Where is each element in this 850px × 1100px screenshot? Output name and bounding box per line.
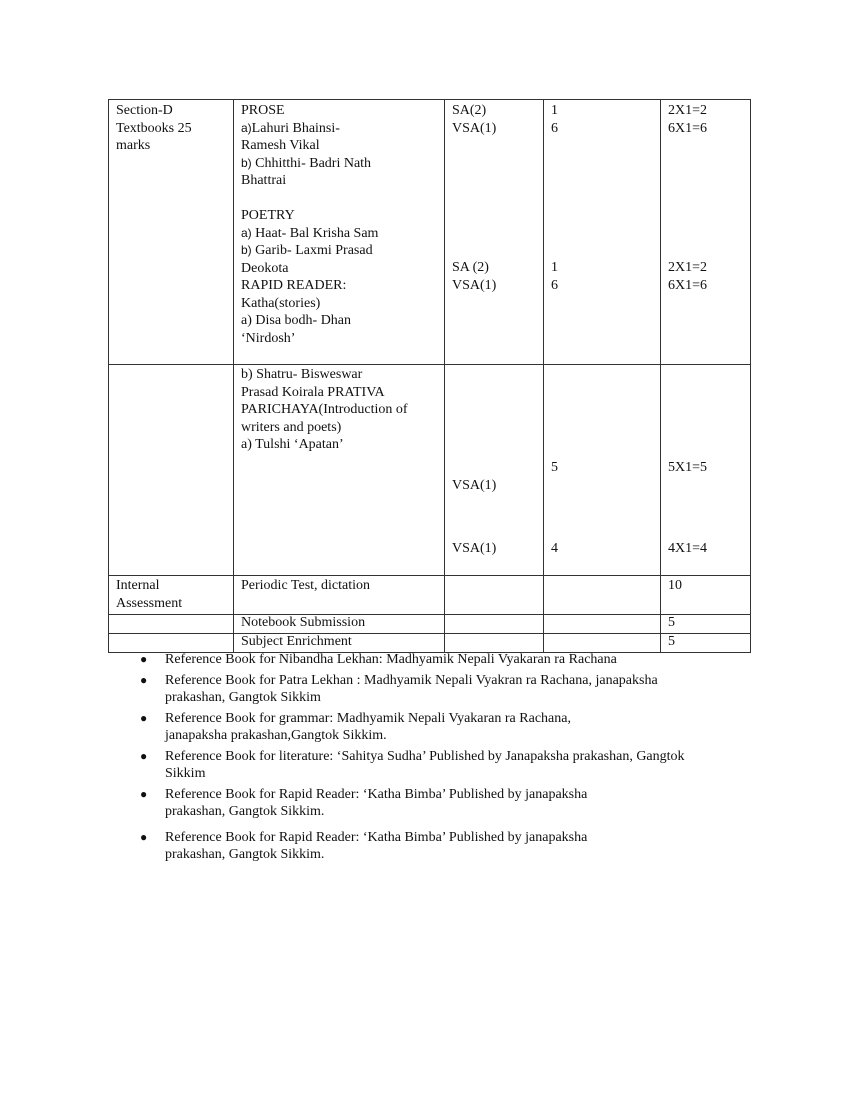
question-type-cell	[445, 615, 544, 634]
content-cell	[234, 365, 445, 576]
marks-value: 5X1=5	[668, 460, 708, 475]
content-line: b) Shatru- Bisweswar	[241, 367, 363, 382]
marks-value: 10	[668, 578, 682, 593]
list-item	[140, 710, 760, 745]
prose-item-a	[241, 120, 444, 138]
question-type: VSA(1)	[452, 277, 497, 293]
rapid-reader-line: a) Disa bodh- Dhan	[241, 313, 352, 328]
section-line: Assessment	[116, 595, 183, 611]
rapid-reader-line: ‘Nirdosh’	[241, 330, 296, 346]
question-type: VSA(1)	[452, 120, 497, 136]
reference-text: prakashan, Gangtok Sikkim	[165, 690, 321, 705]
prose-heading: PROSE	[241, 103, 285, 118]
spacer	[241, 190, 444, 208]
bullet-icon: ●	[140, 748, 148, 763]
content-line: Periodic Test, dictation	[241, 578, 371, 593]
reference-text: Reference Book for grammar: Madhyamik Nepali Vyakaran ra Rachana,	[165, 710, 571, 726]
bullet-icon: ●	[140, 652, 148, 666]
marks-value: 6X1=6	[668, 277, 708, 293]
count-cell	[544, 100, 661, 365]
marks-value: 5	[668, 615, 675, 630]
item-marker: a)	[241, 225, 252, 240]
spacer	[551, 477, 660, 540]
rapid-reader-line: RAPID READER:	[241, 278, 347, 293]
content-line: a) Tulshi ‘Apatan’	[241, 437, 344, 452]
question-type-cell	[445, 576, 544, 615]
list-item	[140, 786, 760, 821]
spacer	[668, 137, 750, 259]
section-cell	[109, 634, 234, 653]
item-text: Chhitthi- Badri Nath	[255, 155, 372, 171]
content-cell	[234, 615, 445, 634]
marks-cell	[661, 615, 751, 634]
question-count: 1	[551, 260, 558, 275]
spacer	[551, 365, 660, 459]
marks-cell	[661, 365, 751, 576]
marks-value: 5	[668, 634, 675, 649]
content-line: Notebook Submission	[241, 615, 366, 630]
section-cell	[109, 615, 234, 634]
reference-text: prakashan, Gangtok Sikkim.	[165, 847, 325, 862]
section-cell	[109, 100, 234, 365]
count-cell	[544, 576, 661, 615]
section-cell	[109, 576, 234, 615]
prose-item-b	[241, 155, 444, 173]
content-cell	[234, 100, 445, 365]
section-cell	[109, 365, 234, 576]
item-marker: a)	[241, 120, 252, 135]
count-cell	[544, 365, 661, 576]
spacer	[452, 365, 543, 477]
content-line: Subject Enrichment	[241, 634, 352, 649]
item-text: Lahuri Bhainsi-	[251, 120, 340, 136]
reference-text: Reference Book for Nibandha Lekhan: Madhyamik Nepali Vyakaran ra Rachana	[165, 652, 617, 667]
reference-text: Sikkim	[165, 766, 206, 781]
marks-value: 6X1=6	[668, 120, 708, 136]
poetry-heading: POETRY	[241, 208, 295, 223]
marks-value: 2X1=2	[668, 260, 708, 275]
table-row	[109, 615, 751, 634]
bullet-icon: ●	[140, 710, 148, 725]
count-cell	[544, 634, 661, 653]
bullet-icon: ●	[140, 786, 148, 801]
item-marker: b)	[241, 155, 252, 170]
list-item	[140, 672, 760, 707]
question-count: 6	[551, 277, 558, 293]
item-marker: b)	[241, 243, 252, 257]
section-line: Textbooks 25	[116, 120, 192, 136]
section-line: Section-D	[116, 103, 173, 118]
question-type-cell	[445, 365, 544, 576]
reference-text: Reference Book for Rapid Reader: ‘Katha Bimba’ Published by janapaksha	[165, 829, 588, 845]
reference-text: Reference Book for literature: ‘Sahitya Sudha’ Published by Janapaksha prakashan, Gangtok	[165, 748, 685, 764]
section-line: Internal	[116, 578, 160, 593]
question-count: 6	[551, 120, 558, 136]
reference-list	[140, 651, 760, 867]
content-cell	[234, 634, 445, 653]
section-line: marks	[116, 138, 151, 153]
question-type-cell	[445, 100, 544, 365]
table-row	[109, 100, 751, 365]
item-text: Haat- Bal Krisha Sam	[255, 225, 379, 241]
spacer	[551, 137, 660, 259]
marks-value: 4X1=4	[668, 540, 708, 556]
question-count: 5	[551, 460, 558, 475]
table-row	[109, 365, 751, 576]
list-item	[140, 829, 760, 864]
prose-item-a-cont: Ramesh Vikal	[241, 138, 320, 153]
marks-cell	[661, 634, 751, 653]
item-text: Garib- Laxmi Prasad	[255, 243, 373, 258]
poetry-item-b-cont: Deokota	[241, 260, 289, 276]
question-type: VSA(1)	[452, 540, 497, 556]
table-row	[109, 576, 751, 615]
marks-value: 2X1=2	[668, 103, 708, 118]
content-line: PARICHAYA(Introduction of	[241, 402, 408, 417]
content-line: Prasad Koirala PRATIVA	[241, 384, 385, 400]
content-line: writers and poets)	[241, 419, 342, 435]
poetry-item-a	[241, 225, 444, 243]
question-type-cell	[445, 634, 544, 653]
marks-distribution-table	[108, 99, 751, 653]
table-row	[109, 634, 751, 653]
prose-item-b-cont: Bhattrai	[241, 173, 287, 188]
rapid-reader-line: Katha(stories)	[241, 295, 321, 311]
spacer	[668, 477, 750, 540]
list-item	[140, 651, 760, 669]
list-item	[140, 748, 760, 783]
poetry-item-b	[241, 242, 444, 260]
reference-text: Reference Book for Patra Lekhan : Madhyamik Nepali Vyakran ra Rachana, janapaksha	[165, 672, 658, 688]
question-type: VSA(1)	[452, 478, 497, 493]
marks-cell	[661, 100, 751, 365]
bullet-icon: ●	[140, 672, 148, 687]
question-type: SA (2)	[452, 260, 489, 275]
reference-text: prakashan, Gangtok Sikkim.	[165, 804, 325, 819]
bullet-icon: ●	[140, 829, 148, 844]
marks-cell	[661, 576, 751, 615]
reference-text: janapaksha prakashan,Gangtok Sikkim.	[165, 728, 387, 743]
count-cell	[544, 615, 661, 634]
content-cell	[234, 576, 445, 615]
question-type: SA(2)	[452, 103, 487, 118]
spacer	[452, 137, 543, 259]
spacer	[452, 495, 543, 540]
reference-text: Reference Book for Rapid Reader: ‘Katha Bimba’ Published by janapaksha	[165, 786, 588, 802]
spacer	[668, 365, 750, 459]
question-count: 1	[551, 103, 558, 118]
question-count: 4	[551, 540, 558, 556]
